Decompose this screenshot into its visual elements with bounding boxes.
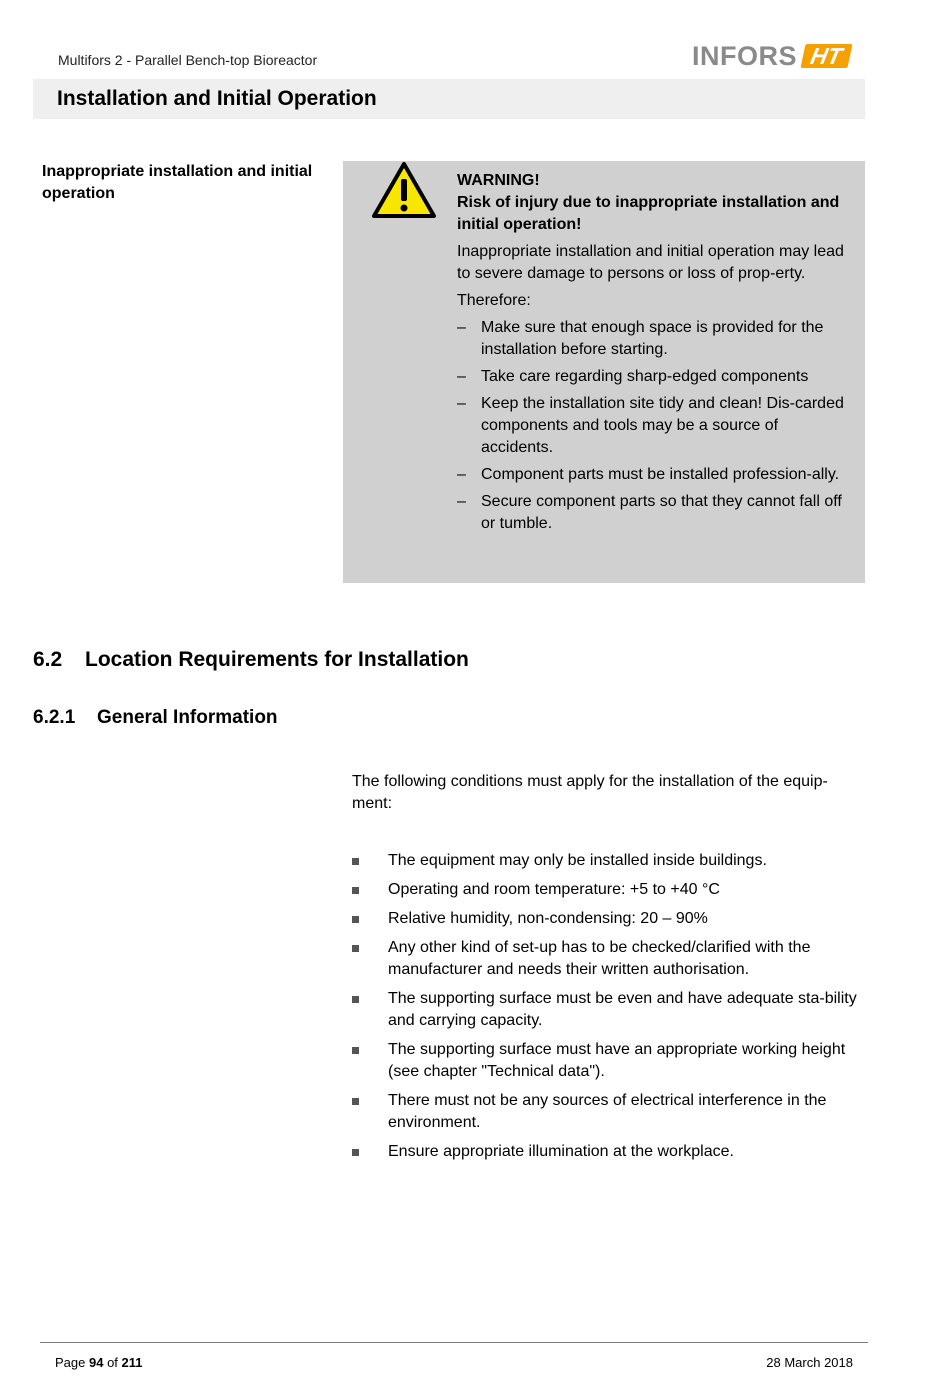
list-item-text: The supporting surface must have an appropriate working height (see chapter "Technical data").: [388, 1041, 846, 1080]
list-item-text: The supporting surface must be even and have adequate sta-bility and carrying capacity.: [388, 990, 857, 1029]
square-bullet-icon: [352, 1149, 359, 1156]
page-of: of: [103, 1355, 122, 1370]
square-bullet-icon: [352, 887, 359, 894]
subsection-heading: [33, 707, 278, 729]
page-total: 211: [121, 1355, 143, 1370]
footer-divider: [40, 1342, 868, 1343]
square-bullet-icon: [352, 916, 359, 923]
subsection-title: General Information: [97, 707, 278, 728]
list-item: – Component parts must be installed profession-ally.: [457, 464, 853, 486]
list-item-text: There must not be any sources of electrical interference in the environment.: [388, 1092, 827, 1131]
section-heading: [33, 648, 469, 672]
warning-measures-list: [457, 317, 853, 535]
list-item: – Take care regarding sharp-edged components: [457, 366, 853, 388]
list-item: [352, 1039, 866, 1083]
section-title: Location Requirements for Installation: [85, 648, 469, 671]
warning-headline: Risk of injury due to inappropriate installation and initial operation!: [457, 194, 840, 233]
page-current: 94: [88, 1355, 104, 1370]
warning-content: [457, 170, 853, 540]
list-item: – Secure component parts so that they cannot fall off or tumble.: [457, 491, 853, 535]
square-bullet-icon: [352, 996, 359, 1003]
list-item-text: Operating and room temperature: +5 to +40 °C: [388, 881, 720, 898]
warning-signal-word: WARNING!: [457, 172, 540, 189]
square-bullet-icon: [352, 1098, 359, 1105]
list-item: – Make sure that enough space is provided for the installation before starting.: [457, 317, 853, 361]
list-item: [352, 908, 866, 930]
square-bullet-icon: [352, 945, 359, 952]
list-item: [352, 988, 866, 1032]
document-title: Multifors 2 - Parallel Bench-top Bioreactor: [58, 52, 318, 68]
document-date: 28 March 2018: [766, 1355, 853, 1370]
infors-ht-logo: [692, 41, 850, 71]
warning-box: [343, 161, 865, 583]
list-item-text: Any other kind of set-up has to be checked/clarified with the manufacturer and needs their written authorisation.: [388, 939, 811, 978]
list-item-text: Ensure appropriate illumination at the workplace.: [388, 1143, 734, 1160]
intro-paragraph: The following conditions must apply for the installation of the equip-ment:: [352, 773, 828, 812]
list-item: [352, 937, 866, 981]
list-item: – Keep the installation site tidy and clean! Dis-carded components and tools may be a source of accidents.: [457, 393, 853, 459]
list-item: [352, 1141, 866, 1163]
page-prefix: Page: [55, 1355, 89, 1370]
warning-description: Inappropriate installation and initial operation may lead to severe damage to persons or loss of prop-erty.: [457, 243, 844, 282]
square-bullet-icon: [352, 858, 359, 865]
square-bullet-icon: [352, 1047, 359, 1054]
chapter-title: Installation and Initial Operation: [33, 79, 865, 119]
list-item: [352, 1090, 866, 1134]
list-item: [352, 850, 866, 872]
warning-side-label: Inappropriate installation and initial operation: [42, 163, 313, 202]
list-item: [352, 879, 866, 901]
list-item-text: Relative humidity, non-condensing: 20 – 90%: [388, 910, 708, 927]
warning-therefore: Therefore:: [457, 292, 531, 309]
requirements-list: [352, 850, 866, 1170]
page-number: [55, 1355, 143, 1370]
list-item-text: The equipment may only be installed inside buildings.: [388, 852, 767, 869]
logo-badge: HT: [800, 44, 852, 68]
logo-text: INFORS: [692, 40, 798, 71]
warning-triangle-icon: [371, 161, 437, 219]
subsection-number: 6.2.1: [33, 707, 76, 728]
section-number: 6.2: [33, 648, 63, 671]
